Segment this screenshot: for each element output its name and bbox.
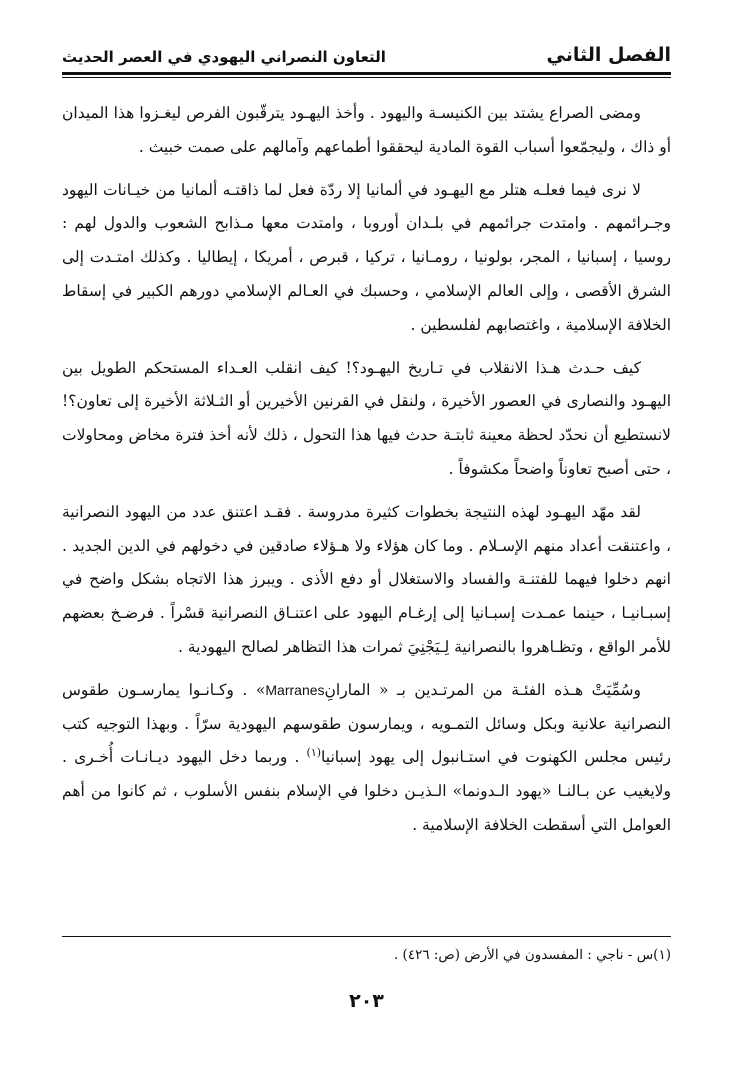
paragraph-part: . وربما دخل اليهود ديـانـات أُخـرى . ولايغيب عن بـالنـا «يهود الـدونما» الـذيـن دخلوا في الإسلام بنفس الأسلوب ، ثم كانوا من أهم العوامل التي أسقطت الخلافة الإسلامية .	[62, 748, 671, 834]
paragraph: كيف حـدث هـذا الانقلاب في تـاريخ اليهـود؟! كيف انقلب العـداء المستحكم الطويل بين اليهـود والنصارى في العصور الأخيرة ، ولنقل في القرنين الأخيرين أو الثـلاثة الأخيرة إلى تعاون؟! لانستطيع أن نحدّد لحظة معينة ثابتـة حدث فيها هذا التحول ، ذلك لأنه أخذ فترة مخاض ومحاولات ، حتى أصبح تعاوناً واضحاً مكشوفاً .	[62, 358, 671, 478]
header-rule-thin	[62, 77, 671, 78]
footnote-marker[interactable]: (١)	[306, 746, 322, 760]
chapter-title: الفصل الثاني	[546, 44, 671, 66]
paragraph: لقد مهّد اليهـود لهذه النتيجة بخطوات كثيرة مدروسة . فقـد اعتنق عدد من اليهود النصرانية ، واعتنقت أعداد منهم الإسـلام . وما كان هؤلاء ولا هـؤلاء صادقين في دخولهم في الدين الجديد . انهم دخلوا فيهما للفتنـة والفساد والاستغلال أو دفع الأذى . ويبرز هذا الاتجاه بشكل واضح في إسبـانيـا ، حينما عمـدت إسبـانيا إلى إرغـام اليهود على اعتنـاق النصرانية قسْراً . فرضـخ بعضهم للأمر الواقع ، وتظـاهروا بالنصرانية لِـيَجْنِيَ ثمرات هذا التظاهر لصالح اليهودية .	[62, 502, 671, 656]
footnote: (١)س - ناجي : المفسدون في الأرض (ص: ٤٢٦) .	[393, 947, 671, 963]
header-rule	[62, 72, 671, 75]
body-text	[62, 97, 671, 852]
page-number: ٢٠٣	[349, 990, 384, 1012]
paragraph-part: وسُمِّيَتْ هـذه الفئـة من المرتـدين بـ « المارانِ	[324, 680, 641, 699]
running-title: التعاون النصراني اليهودي في العصر الحديث	[62, 48, 386, 66]
paragraph: ومضى الصراع يشتد بين الكنيسـة واليهود . وأخذ اليهـود يترقّبون الفرص ليغـزوا هذا الميدان أو ذاك ، وليجمّعوا أسباب القوة المادية ليحققوا أطماعهم وآمالهم على صمت خبيث .	[62, 104, 671, 156]
paragraph: لا نرى فيما فعلـه هتلر مع اليهـود في ألمانيا إلا ردّة فعل لما ذاقتـه ألمانيا من خيـانات اليهود وجـرائمهم . وامتدت جرائمهم في بلـدان أوروبا ، وامتدت معها مـذابح الشعوب والدول لهم : روسيا ، إسبانيا ، المجر، بولونيا ، رومـانيا ، تركيا ، قبرص ، أمريكا ، إيطاليا . وكذلك امتـدت إلى الشرق الأقصى ، وإلى العالم الإسلامي ، وحسبك في العـالم الإسلامي دورهم الكبير في إسقاط الخلافة الإسلامية ، واغتصابهم لفلسطين .	[62, 180, 671, 334]
latin-term: Marranes	[265, 681, 325, 698]
paragraph	[62, 674, 671, 843]
page-header	[62, 36, 671, 66]
footnote-rule	[62, 936, 671, 937]
paragraph-part: » . وكـانـوا يمارسـون طقوس النصرانية علانية وبكل وسائل التمـويه ، ويمارسون طقوسهم اليهودية سرّاً . وبهذا التوجيه كتب رئيس مجلس الكهنوت في استـانبول إلى يهود إسبانيا	[62, 680, 671, 767]
